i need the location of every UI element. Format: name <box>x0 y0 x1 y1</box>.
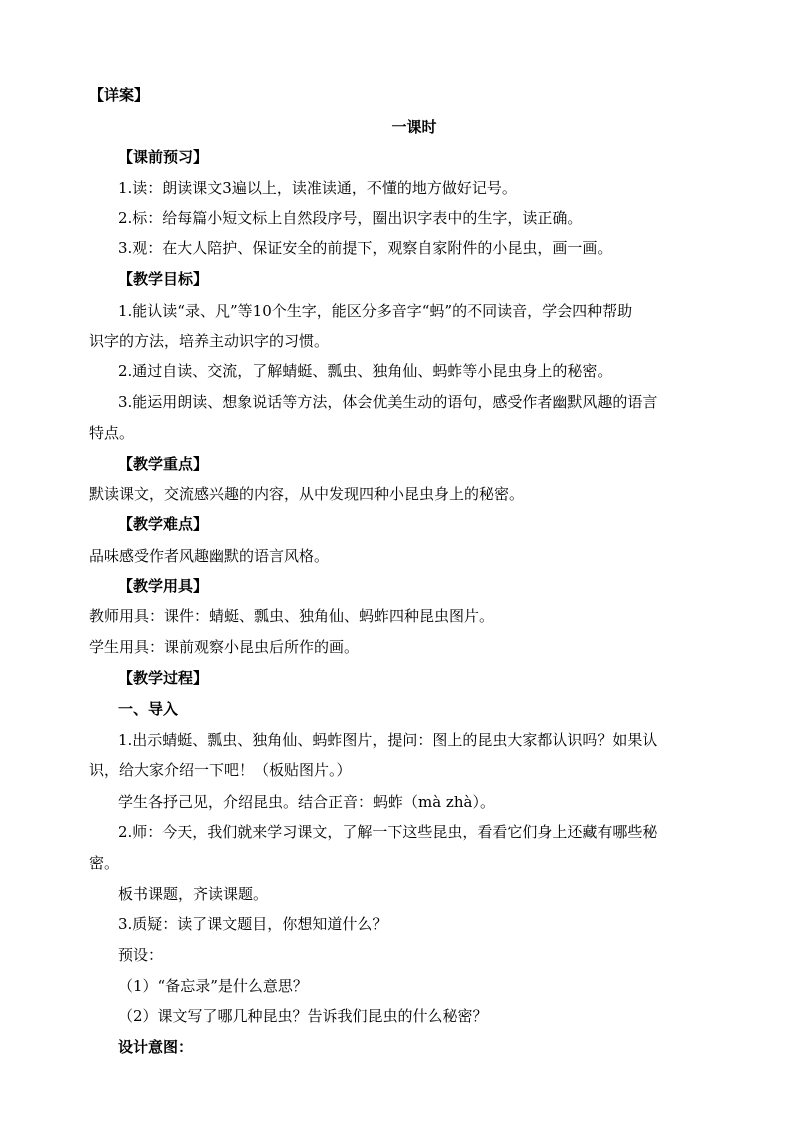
process-paragraph: 1.出示蜻蜓、瓢虫、独角仙、蚂蚱图片，提问：图上的昆虫大家都认识吗？如果认 <box>118 731 658 749</box>
process-paragraph: 2.师：今天，我们就来学习课文，了解一下这些昆虫，看看它们身上还藏有哪些秘 <box>118 823 658 841</box>
process-heading: 【教学过程】 <box>118 669 209 687</box>
process-list-item: （2）课文写了哪几种昆虫？告诉我们昆虫的什么秘密？ <box>118 1007 488 1025</box>
goal-item: 3.能运用朗读、想象说话等方法，体会优美生动的语句，感受作者幽默风趣的语言 <box>118 393 658 411</box>
tools-heading: 【教学用具】 <box>118 577 209 595</box>
goal-item: 1.能认读“录、凡”等10个生字，能区分多音字“蚂”的不同读音，学会四种帮助 <box>118 302 633 320</box>
key-points-text: 默读课文，交流感兴趣的内容，从中发现四种小昆虫身上的秘密。 <box>89 485 525 503</box>
process-paragraph: 板书课题，齐读课题。 <box>118 885 269 903</box>
process-paragraph: 预设： <box>118 946 164 964</box>
key-points-heading: 【教学重点】 <box>118 455 209 473</box>
difficulties-text: 品味感受作者风趣幽默的语言风格。 <box>89 547 330 565</box>
preview-heading: 【课前预习】 <box>118 148 209 166</box>
section-title: 一、导入 <box>118 700 179 718</box>
goal-item: 2.通过自读、交流，了解蜻蜓、瓢虫、独角仙、蚂蚱等小昆虫身上的秘密。 <box>118 362 613 380</box>
process-paragraph: 学生各抒己见，介绍昆虫。结合正音：蚂蚱（mà zhà）。 <box>118 793 495 811</box>
lesson-title-text: 一课时 <box>391 118 437 136</box>
preview-item: 3.观：在大人陪护、保证安全的前提下，观察自家附件的小昆虫，画一画。 <box>118 239 613 257</box>
difficulties-heading: 【教学难点】 <box>118 515 209 533</box>
process-list-item: （1）“备忘录”是什么意思？ <box>118 977 308 995</box>
preview-item: 1.读：朗读课文3遍以上，读准读通，不懂的地方做好记号。 <box>118 179 517 197</box>
tools-teacher: 教师用具：课件：蜻蜓、瓢虫、独角仙、蚂蚱四种昆虫图片。 <box>89 607 495 625</box>
process-paragraph-continuation: 识，给大家介绍一下吧！（板贴图片。） <box>89 761 352 779</box>
goal-item-continuation: 特点。 <box>89 424 135 442</box>
design-intent-label: 设计意图： <box>118 1038 194 1056</box>
process-paragraph-continuation: 密。 <box>89 854 120 872</box>
tools-student: 学生用具：课前观察小昆虫后所作的画。 <box>89 638 360 656</box>
goals-heading: 【教学目标】 <box>118 270 209 288</box>
preview-item: 2.标：给每篇小短文标上自然段序号，圈出识字表中的生字，读正确。 <box>118 209 583 227</box>
goal-item-continuation: 识字的方法，培养主动识字的习惯。 <box>89 332 330 350</box>
process-paragraph: 3.质疑：读了课文题目，你想知道什么？ <box>118 915 388 933</box>
lesson-title <box>0 117 794 137</box>
doc-heading: 【详案】 <box>89 86 150 104</box>
